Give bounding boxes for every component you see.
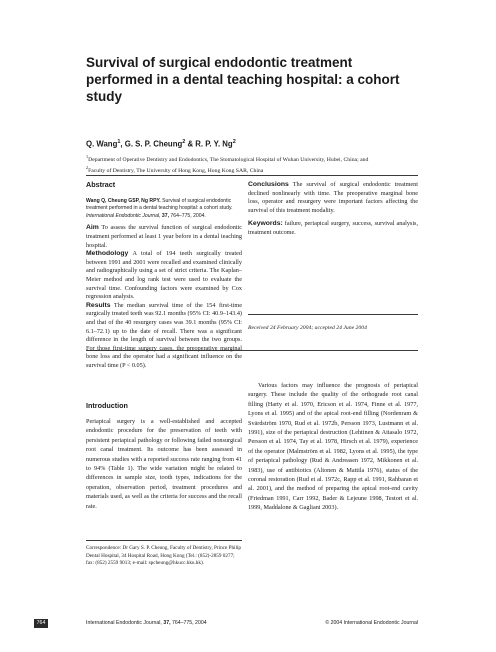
author-name: G. S. P. Cheung: [124, 139, 183, 149]
author-name: R. P. Y. Ng: [195, 139, 233, 149]
footer-citation: [86, 620, 207, 626]
affiliations: [86, 153, 458, 176]
citation-journal: International Endodontic Journal,: [86, 212, 161, 219]
results-text: The median survival time of the 154 first-time surgically treated teeth was 92.1 months (95% CI: 40.9–143.4) and that of the 40 resurgery cases was 39.1 months (95% CI: 6.1–72.1) up to the date of recall. There was a significant difference in the length of survival between the two groups. For those first-time surgery cases, the preoperative marginal bone loss and the operator had a significant influence on the survival time (P < 0.05).: [86, 301, 242, 369]
correspondence-rule: [86, 540, 242, 541]
introduction-heading: Introduction: [86, 401, 128, 410]
introduction-right-column: [248, 381, 418, 513]
citation-pages: 764–775, 2004.: [170, 212, 206, 219]
author-separator: &: [185, 139, 196, 149]
affil-text: Department of Operative Dentistry and Endodontics, The Stomatological Hospital of Wuhan University, Hubei, China; and: [88, 156, 369, 163]
results-label: Results: [86, 301, 111, 309]
received-dates: Received 24 February 2004; accepted 24 June 2004: [248, 325, 367, 331]
affil-mark: 2: [86, 165, 89, 171]
affiliation-line: [86, 164, 458, 175]
affil-mark: 1: [86, 154, 89, 159]
author-affil-mark: 1: [117, 139, 121, 145]
article-title: Survival of surgical endodontic treatment performed in a dental teaching hospital: a cohort study: [86, 55, 400, 104]
introduction-paragraph: Periapical surgery is a well-established and accepted endodontic procedure for the preservation of teeth with persistent periapical pathology or following failed nonsurgical root canal treatment. Its outcome has been assessed in numerous studies with a reported success rate ranging from 41 to 94% (Table 1). The wide variation might be related to differences in sample size, tooth types, indications for the operation, observation period, treatment procedures and materials used, as well as the criteria for success and the recall rate.: [86, 418, 242, 510]
footer-copyright: © 2004 International Endodontic Journal: [325, 620, 418, 626]
abstract-aim: [86, 224, 242, 250]
aim-label: Aim: [86, 224, 99, 232]
aim-text: To assess the survival function of surgical endodontic treatment performed at least 1 year before in a dental teaching hospital.: [86, 224, 242, 249]
abstract-left-column: [86, 181, 242, 370]
keywords-text: failure, periapical surgery, success, survival analysis, treatment outcome.: [248, 220, 418, 236]
abstract-heading: Abstract: [86, 180, 116, 189]
citation-volume: 37,: [161, 212, 169, 219]
abstract-methodology: [86, 250, 242, 302]
page-number-badge: 764: [34, 619, 48, 628]
introduction-left-column: [86, 417, 242, 511]
footer-pages: 764–775, 2004: [171, 620, 207, 626]
abstract-top-rule: [86, 175, 418, 176]
citation-authors: Wang Q, Cheung GSP, Ng RPY.: [86, 197, 161, 204]
correspondence-note: Correspondence: Dr Gary S. P. Cheung, Faculty of Dentistry, Prince Philip Dental Hospital, 34 Hospital Road, Hong Kong (Tel.: (852)-2859 0277; fax: (852) 2559 9013; e-mail: spcheung@hkucc.hku.hk).: [86, 545, 241, 567]
footer-volume: 37,: [163, 620, 171, 626]
conclusions-text: The survival of surgical endodontic treatment declined nonlinearly with time. The preoperative marginal bone loss, operator and resurgery were important factors affecting the survival of this treatment modality.: [248, 181, 418, 214]
affil-text: Faculty of Dentistry, The University of Hong Kong, Hong Kong SAR, China: [88, 168, 264, 175]
author-affil-mark: 2: [182, 139, 186, 145]
abstract-conclusions: [248, 181, 418, 215]
author-affil-mark: 2: [232, 139, 236, 145]
conclusions-label: Conclusions: [248, 181, 289, 188]
abstract-right-column: [248, 181, 418, 238]
author-name: Q. Wang: [86, 139, 118, 149]
methodology-text: A total of 194 teeth surgically treated between 1991 and 2001 were recalled and examined clinically and radiographically using a set of strict criteria. The Kaplan–Meier method and log rank test were used to evaluate the survival time. Confounding factors were examined by Cox regression analysis.: [86, 250, 242, 301]
keywords-label: Keywords:: [248, 220, 283, 228]
abstract-results: [86, 302, 242, 371]
affiliation-line: [86, 153, 458, 164]
citation-title: Survival of surgical endodontic treatment performed in a dental teaching hospital: a cohort study.: [86, 197, 233, 212]
received-top-rule: [248, 314, 418, 315]
abstract-bottom-rule: [86, 350, 418, 351]
abstract-keywords: [248, 220, 418, 237]
author-list: [86, 139, 426, 149]
author-separator: ,: [120, 139, 125, 149]
abstract-citation: [86, 198, 242, 221]
methodology-label: Methodology: [86, 250, 129, 258]
footer-journal: International Endodontic Journal,: [86, 620, 162, 626]
introduction-paragraph: Various factors may influence the prognosis of periapical surgery. These include the quality of the orthograde root canal filling (Harty et al. 1970, Ericson et al. 1974, Finne et al. 1977, Lyons et al. 1995) and of the apical root-end filling (Nordenram & Svärdström 1970, Rud et al. 1972b, Persson 1973, Lustmann et al. 1991), size of the periapical destruction (Lehtinen & Aitasalo 1972, Persson et al. 1974, Tay et al. 1978, Hirsch et al. 1979), experience of the operator (Malmström et al. 1982, Lyons et al. 1995), the type of periapical pathology (Rud & Andreasen 1972, Mikkonen et al. 1983), use of antibiotics (Altonen & Mattila 1976), status of the coronal restoration (Rud et al. 1972c, Rapp et al. 1991, Rahbaran et al. 2001), and the method of preparing the apical root-end cavity (Friedman 1991, Carr 1992, Bader & Lejeune 1998, Testori et al. 1999, Maddalone & Gagliani 2003).: [248, 382, 418, 512]
